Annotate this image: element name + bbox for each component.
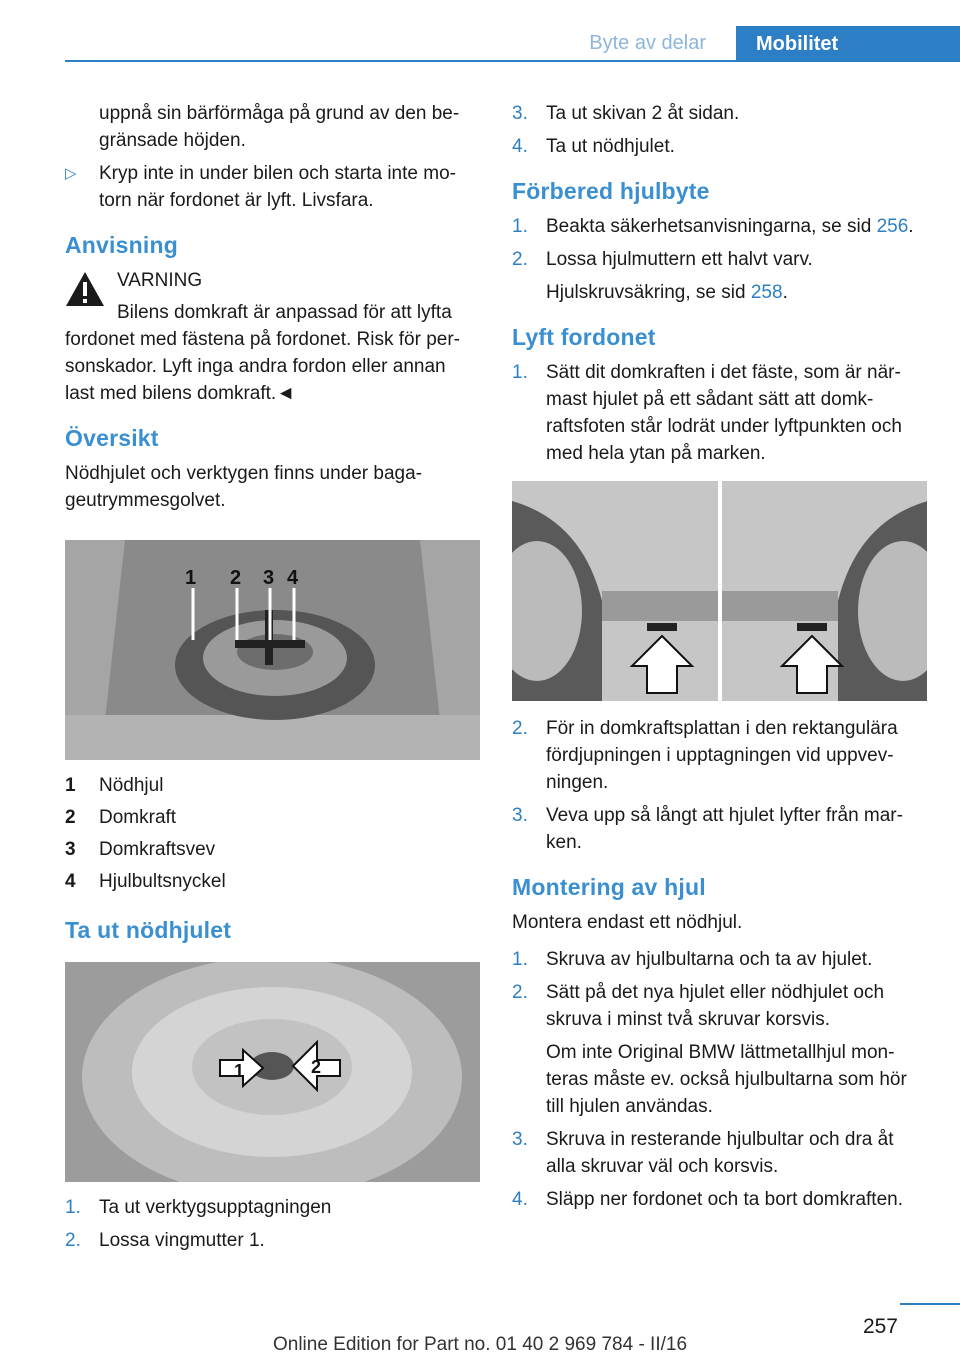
step-text: Skruva av hjulbultarna och ta av hjulet. — [546, 949, 873, 970]
jack-point-image — [512, 481, 927, 701]
heading-anvisning: Anvisning — [65, 232, 178, 258]
step-item — [512, 246, 928, 273]
step-item — [512, 979, 928, 1033]
legend-item — [65, 836, 480, 863]
warning-body-lead: Bilens domkraft är anpassad för att lyfta — [117, 302, 452, 323]
legend-number: 3 — [65, 839, 76, 860]
step-item — [512, 946, 928, 973]
spare-wheel-image — [65, 962, 480, 1182]
warning-triangle-icon — [65, 271, 105, 307]
montering-text: Montera endast ett nödhjul. — [512, 912, 743, 933]
legend-label: Domkraftsvev — [99, 839, 216, 860]
left-column — [65, 100, 480, 1260]
step-text: Släpp ner fordonet och ta bort domkraften. — [546, 1189, 903, 1210]
image-label-2: 2 — [311, 1057, 322, 1077]
image-label-4: 4 — [287, 567, 299, 589]
step-number: 3. — [512, 805, 528, 826]
step-number: 2. — [65, 1230, 81, 1251]
step-item — [512, 133, 928, 160]
step-number: 1. — [512, 362, 528, 383]
step-continuation-text: Hjulskruvsäkring, se sid — [546, 282, 746, 303]
heading-ta-ut-nodhjulet: Ta ut nödhjulet — [65, 917, 232, 943]
oversikt-text: Nödhjulet och verktygen finns under baga-geutrymmesgolvet. — [65, 463, 423, 511]
page-number: 257 — [862, 1315, 898, 1338]
image-label-3: 3 — [263, 567, 275, 589]
spare-wheel-compartment-image — [65, 540, 480, 760]
step-item — [512, 715, 928, 796]
step-item — [512, 100, 928, 127]
heading-montering-av-hjul: Montering av hjul — [512, 874, 706, 900]
legend-item — [65, 868, 480, 895]
legend-label: Hjulbultsnyckel — [99, 871, 226, 892]
step-number: 1. — [512, 216, 528, 237]
step-text: Sätt dit domkraften i det fäste, som är när-mast hjulet på ett sådant sätt att domk-raftsfoten står lodrät under lyftpunkten och med hela ytan på marken. — [546, 362, 902, 464]
tab-mobilitet[interactable]: Mobilitet — [736, 26, 960, 62]
continued-paragraph: uppnå sin bärförmåga på grund av den be-gränsade höjden. — [99, 103, 460, 151]
legend-label: Domkraft — [99, 807, 177, 828]
step-number: 4. — [512, 1189, 528, 1210]
bullet-item — [65, 160, 480, 214]
legend-number: 1 — [65, 775, 76, 796]
step-item — [512, 359, 928, 467]
bullet-text: Kryp inte in under bilen och starta inte mo-torn när fordonet är lyft. Livsfara. — [99, 163, 456, 211]
legend-number: 2 — [65, 807, 76, 828]
heading-lyft-fordonet: Lyft fordonet — [512, 324, 656, 350]
step-item — [65, 1227, 480, 1254]
image-label-1: 1 — [185, 567, 197, 589]
image-label-2: 2 — [230, 567, 242, 589]
page-header — [0, 0, 960, 62]
step-text: Sätt på det nya hjulet eller nödhjulet och skruva i minst två skruvar korsvis. — [546, 982, 885, 1030]
legend-number: 4 — [65, 871, 76, 892]
heading-forbered-hjulbyte: Förbered hjulbyte — [512, 178, 710, 204]
footer-rule — [900, 1303, 960, 1305]
step-item — [65, 1194, 480, 1221]
page-link-256[interactable]: 256 — [876, 216, 909, 237]
right-column — [512, 100, 928, 1219]
step-text: Lossa hjulmuttern ett halvt varv. — [546, 249, 813, 270]
step-number: 2. — [512, 249, 528, 270]
step-item — [512, 1186, 928, 1213]
image-label-1: 1 — [234, 1061, 245, 1081]
legend-item — [65, 804, 480, 831]
step-number: 1. — [512, 949, 528, 970]
step-text: Ta ut skivan 2 åt sidan. — [546, 103, 740, 124]
step-text: Beakta säkerhetsanvisningarna, se sid — [546, 216, 872, 237]
step-text: Veva upp så långt att hjulet lyfter från mar-ken. — [546, 805, 903, 853]
step-continuation: Hjulskruvsäkring, se sid 258. — [546, 282, 788, 303]
legend-label: Nödhjul — [99, 775, 164, 796]
step-number: 4. — [512, 136, 528, 157]
tab-byte-av-delar[interactable]: Byte av delar — [589, 32, 706, 54]
step-text: Ta ut verktygsupptagningen — [99, 1197, 332, 1218]
edition-footer: Online Edition for Part no. 01 40 2 969 784 - II/16 — [272, 1334, 688, 1355]
step-item — [512, 802, 928, 856]
step-item: 1. Beakta säkerhetsanvisningarna, se sid 256. — [512, 213, 928, 240]
step-number: 3. — [512, 103, 528, 124]
page-link-258[interactable]: 258 — [750, 282, 783, 303]
legend-item — [65, 772, 480, 799]
header-rule — [65, 60, 960, 62]
warning-body: fordonet med fästena på fordonet. Risk för per-sonskador. Lyft inga andra fordon eller annan last med bilens domkraft.◄ — [65, 329, 460, 404]
warning-block — [65, 267, 480, 407]
triangle-bullet-icon: ▷ — [65, 165, 77, 182]
step-number: 2. — [512, 718, 528, 739]
step-item — [512, 1126, 928, 1180]
warning-title: VARNING — [117, 270, 203, 291]
step-text: Ta ut nödhjulet. — [546, 136, 675, 157]
step-number: 1. — [65, 1197, 81, 1218]
step-text: För in domkraftsplattan i den rektangulära fördjupningen i upptagningen vid uppvev-ningen. — [546, 718, 898, 793]
step-continuation: Om inte Original BMW lättmetallhjul mon-teras måste ev. också hjulbultarna som hör till hjulen användas. — [546, 1042, 907, 1117]
heading-oversikt: Översikt — [65, 425, 159, 451]
step-number: 3. — [512, 1129, 528, 1150]
step-text: Lossa vingmutter 1. — [99, 1230, 265, 1251]
step-number: 2. — [512, 982, 528, 1003]
step-text: Skruva in resterande hjulbultar och dra åt alla skruvar väl och korsvis. — [546, 1129, 894, 1177]
